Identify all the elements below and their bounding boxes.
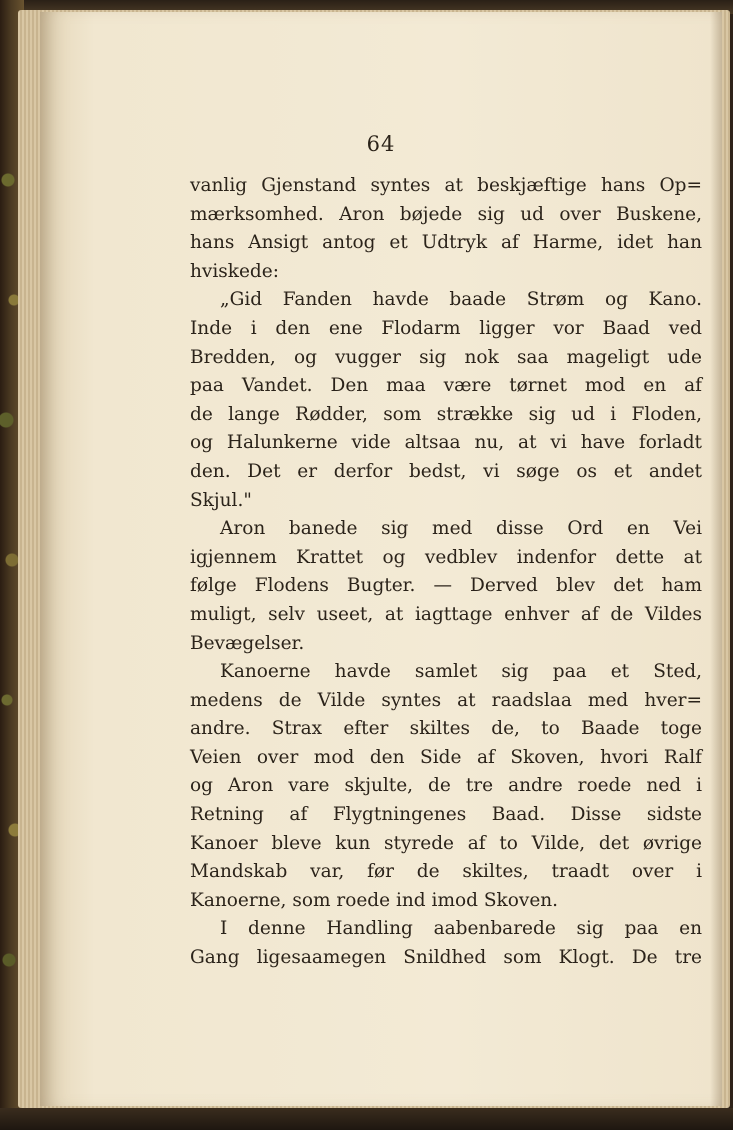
text-line: hviskede: — [190, 260, 279, 282]
text-line: de lange Rødder, som strække sig ud i Floden, — [190, 403, 702, 425]
text-line: vanlig Gjenstand syntes at beskjæftige hans Op= — [190, 175, 702, 196]
text-line: Retning af Flygtningenes Baad. Disse sidste — [190, 804, 702, 826]
text-line: muligt, selv useet, at iagttage enhver af de Vildes — [190, 603, 702, 625]
text-line: Aron banede sig med disse Ord en Vei — [220, 518, 702, 540]
text-line: Kanoer bleve kun styrede af to Vilde, det øvrige — [190, 832, 702, 854]
text-line: Bevægelser. — [190, 632, 305, 654]
text-line: medens de Vilde syntes at raadslaa med hver= — [190, 689, 702, 711]
text-line: den. Det er derfor bedst, vi søge os et andet — [190, 460, 702, 482]
text-line: Veien over mod den Side af Skoven, hvori Ralf — [190, 746, 702, 768]
text-line: andre. Strax efter skiltes de, to Baade toge — [190, 718, 702, 740]
book-bottom-edge — [0, 1108, 733, 1130]
text-line: Skjul." — [190, 489, 252, 511]
book-page — [40, 12, 722, 1106]
text-line: Gang ligesaamegen Snildhed som Klogt. De tre — [190, 947, 702, 969]
text-line: igjennem Krattet og vedblev indenfor dette at — [190, 546, 702, 568]
text-line: „Gid Fanden havde baade Strøm og Kano. — [220, 289, 702, 311]
text-line: følge Flodens Bugter. — Derved blev det ham — [190, 575, 702, 597]
text-line: Inde i den ene Flodarm ligger vor Baad ved — [190, 317, 702, 339]
text-line: paa Vandet. Den maa være tørnet mod en af — [190, 375, 702, 397]
text-line: mærksomhed. Aron bøjede sig ud over Buskene, — [190, 203, 702, 225]
text-line: Mandskab var, før de skiltes, traadt over i — [190, 861, 702, 883]
body-text — [190, 172, 702, 973]
text-line: Kanoerne, som roede ind imod Skoven. — [190, 889, 559, 911]
text-line: og Aron vare skjulte, de tre andre roede ned i — [190, 775, 702, 797]
text-line: hans Ansigt antog et Udtryk af Harme, idet han — [190, 232, 702, 254]
page-right-edge — [710, 12, 722, 1106]
text-line: Bredden, og vugger sig nok saa mageligt ude — [190, 346, 702, 368]
text-line: Kanoerne havde samlet sig paa et Sted, — [220, 661, 702, 683]
page-number: 64 — [366, 132, 396, 156]
text-line: I denne Handling aabenbarede sig paa en — [220, 918, 702, 940]
text-line: og Halunkerne vide altsaa nu, at vi have forladt — [190, 432, 702, 454]
